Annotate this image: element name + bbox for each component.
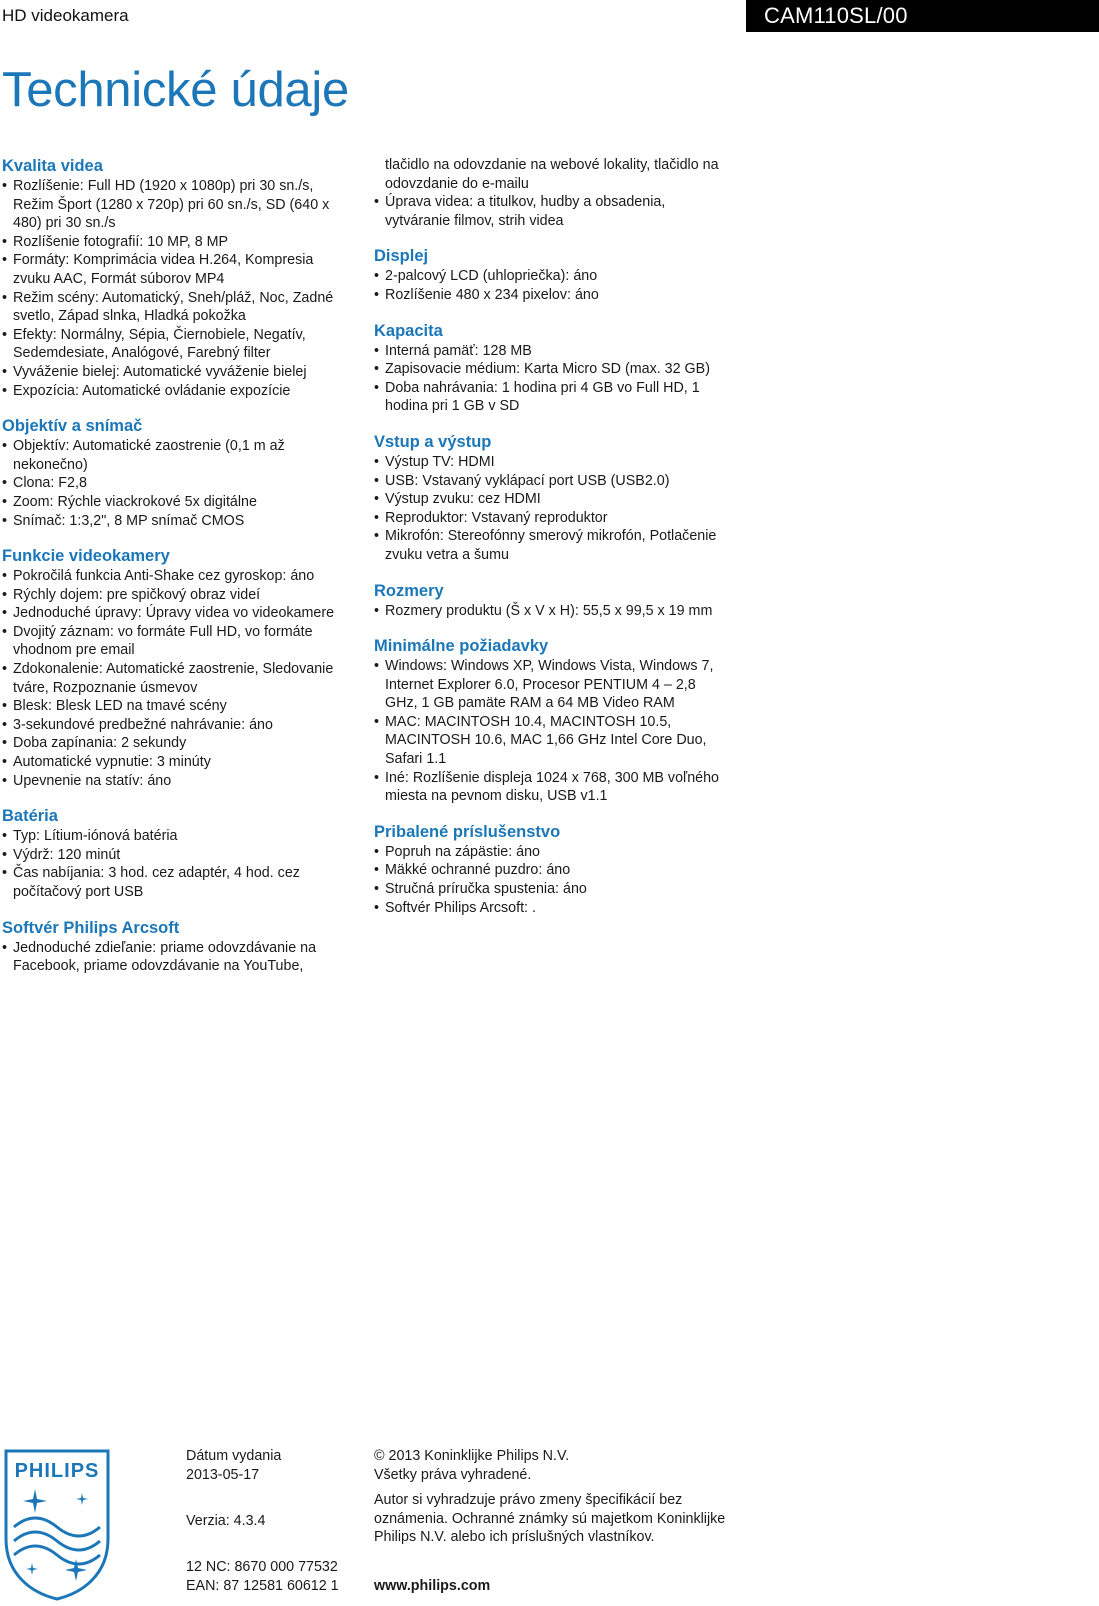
nc-code: 12 NC: 8670 000 77532 — [186, 1559, 338, 1575]
spec-item: • Windows: Windows XP, Windows Vista, Windows 7, Internet Explorer 6.0, Procesor PENTIUM 4 – 2,8 GHz, 1 GB pamäte RAM a 64 MB Video RAM — [374, 657, 724, 713]
spec-item: • Clona: F2,8 — [2, 474, 352, 493]
spec-item: • Vyváženie bielej: Automatické vyváženie bielej — [2, 363, 352, 382]
section-softver-continued — [374, 156, 724, 230]
spec-item: • Popruh na zápästie: áno — [374, 843, 724, 862]
spec-item: • Čas nabíjania: 3 hod. cez adaptér, 4 hod. cez počítačový port USB — [2, 864, 352, 901]
section-displej — [374, 246, 724, 304]
philips-shield-icon — [2, 1447, 112, 1601]
spec-item: • Jednoduché zdieľanie: priame odovzdávanie na Facebook, priame odovzdávanie na YouTube, — [2, 939, 352, 976]
spec-item: • Automatické vypnutie: 3 minúty — [2, 753, 352, 772]
spec-item: • Rozmery produktu (Š x V x H): 55,5 x 99,5 x 19 mm — [374, 602, 724, 621]
spec-column-left — [2, 156, 352, 992]
spec-item: • Efekty: Normálny, Sépia, Čiernobiele, Negatív, Sedemdesiate, Analógové, Farebný filter — [2, 326, 352, 363]
rights-text: Všetky práva vyhradené. — [374, 1466, 532, 1483]
spec-item: • Rozlíšenie: Full HD (1920 x 1080p) pri 30 sn./s, Režim Šport (1280 x 720p) pri 60 sn./s, SD (640 x 480) pri 30 sn./s — [2, 177, 352, 233]
spec-item: • Stručná príručka spustenia: áno — [374, 880, 724, 899]
logo-wordmark: PHILIPS — [14, 1460, 100, 1482]
section-softver — [2, 918, 352, 976]
copyright-text: © 2013 Koninklijke Philips N.V. — [374, 1448, 570, 1464]
section-objektiv — [2, 416, 352, 530]
spec-item: • Reproduktor: Vstavaný reproduktor — [374, 509, 724, 528]
section-vstup-vystup — [374, 432, 724, 565]
section-kvalita-videa — [2, 156, 352, 400]
spec-item: • Rýchly dojem: pre spičkový obraz videí — [2, 586, 352, 605]
section-title: Minimálne požiadavky — [374, 637, 549, 656]
disclaimer-text: Autor si vyhradzuje právo zmeny špecifikácií bez oznámenia. Ochranné známky sú majetkom Koninklijke Philips N.V. alebo ich príslušných vlastníkov. — [374, 1492, 726, 1546]
spec-item: • Zdokonalenie: Automatické zaostrenie, Sledovanie tváre, Rozpoznanie úsmevov — [2, 660, 352, 697]
version-text: Verzia: 4.3.4 — [186, 1513, 266, 1529]
section-prislusenstvo — [374, 822, 724, 917]
spec-item: • Softvér Philips Arcsoft: . — [374, 899, 724, 918]
section-title: Funkcie videokamery — [2, 547, 170, 566]
model-badge: CAM110SL/00 — [746, 0, 1099, 32]
section-kapacita — [374, 321, 724, 416]
spec-item: • Mikrofón: Stereofónny smerový mikrofón, Potlačenie zvuku vetra a šumu — [374, 527, 724, 564]
spec-item: • 3-sekundové predbežné nahrávanie: áno — [2, 716, 352, 735]
section-title: Batéria — [2, 807, 58, 826]
spec-item: • MAC: MACINTOSH 10.4, MACINTOSH 10.5, MACINTOSH 10.6, MAC 1,66 GHz Intel Core Duo, Safari 1.1 — [374, 713, 724, 769]
spec-item: • Výdrž: 120 minút — [2, 846, 352, 865]
spec-item: • Blesk: Blesk LED na tmavé scény — [2, 697, 352, 716]
issue-date: 2013-05-17 — [186, 1466, 260, 1483]
spec-item: • Zapisovacie médium: Karta Micro SD (max. 32 GB) — [374, 360, 724, 379]
spec-item: • Mäkké ochranné puzdro: áno — [374, 861, 724, 880]
spec-item: • 2-palcový LCD (uhlopriečka): áno — [374, 267, 724, 286]
philips-shield-logo — [2, 1447, 112, 1601]
section-bateria — [2, 806, 352, 901]
spec-item: • Snímač: 1:3,2", 8 MP snímač CMOS — [2, 512, 352, 531]
footer-legal — [374, 1447, 734, 1547]
section-title: Vstup a výstup — [374, 432, 492, 451]
footer-codes — [186, 1558, 339, 1595]
section-title: Softvér Philips Arcsoft — [2, 918, 180, 937]
section-title: Kapacita — [374, 321, 443, 340]
spec-item: • Pokročilá funkcia Anti-Shake cez gyroskop: áno — [2, 567, 352, 586]
footer-issue-info — [186, 1447, 281, 1484]
issue-date-label: Dátum vydania — [186, 1448, 282, 1464]
page-title: Technické údaje — [2, 63, 349, 117]
spec-item: • Objektív: Automatické zaostrenie (0,1 m až nekonečno) — [2, 437, 352, 474]
spec-item: • Úprava videa: a titulkov, hudby a obsadenia, vytváranie filmov, strih videa — [374, 193, 724, 230]
spec-item: • Výstup TV: HDMI — [374, 453, 724, 472]
section-funkcie — [2, 546, 352, 790]
section-title: Rozmery — [374, 581, 444, 600]
spec-item: • Iné: Rozlíšenie displeja 1024 x 768, 300 MB voľného miesta na pevnom disku, USB v1.1 — [374, 769, 724, 806]
spec-item: • USB: Vstavaný vyklápací port USB (USB2.0) — [374, 472, 724, 491]
spec-item: • Rozlíšenie fotografií: 10 MP, 8 MP — [2, 233, 352, 252]
spec-item: • Zoom: Rýchle viackrokové 5x digitálne — [2, 493, 352, 512]
spec-item: • Režim scény: Automatický, Sneh/pláž, Noc, Zadné svetlo, Západ slnka, Hladká pokožka — [2, 289, 352, 326]
spec-item: • Formáty: Komprimácia videa H.264, Kompresia zvuku AAC, Formát súborov MP4 — [2, 251, 352, 288]
spec-item: • Dvojitý záznam: vo formáte Full HD, vo formáte vhodnom pre email — [2, 623, 352, 660]
section-title: Pribalené príslušenstvo — [374, 822, 561, 841]
section-title: Kvalita videa — [2, 157, 103, 175]
spec-item-continued: tlačidlo na odovzdanie na webové lokality, tlačidlo na odovzdanie do e-mailu — [385, 157, 719, 192]
spec-item: • Jednoduché úpravy: Úpravy videa vo videokamere — [2, 604, 352, 623]
footer-version — [186, 1512, 265, 1531]
section-title: Objektív a snímač — [2, 417, 143, 436]
section-rozmery — [374, 581, 724, 621]
website-link[interactable]: www.philips.com — [374, 1578, 491, 1594]
section-poziadavky — [374, 636, 724, 806]
spec-item: • Výstup zvuku: cez HDMI — [374, 490, 724, 509]
spec-item: • Typ: Lítium-iónová batéria — [2, 827, 352, 846]
category-label: HD videokamera — [2, 6, 129, 25]
spec-item: • Doba zapínania: 2 sekundy — [2, 734, 352, 753]
spec-column-right — [374, 156, 724, 933]
spec-item: • Upevnenie na statív: áno — [2, 772, 352, 791]
section-title: Displej — [374, 247, 429, 266]
spec-item: • Doba nahrávania: 1 hodina pri 4 GB vo Full HD, 1 hodina pri 1 GB v SD — [374, 379, 724, 416]
spec-item: • Interná pamäť: 128 MB — [374, 342, 724, 361]
ean-code: EAN: 87 12581 60612 1 — [186, 1577, 339, 1594]
spec-item: • Expozícia: Automatické ovládanie expozície — [2, 382, 352, 401]
spec-item: • Rozlíšenie 480 x 234 pixelov: áno — [374, 286, 724, 305]
